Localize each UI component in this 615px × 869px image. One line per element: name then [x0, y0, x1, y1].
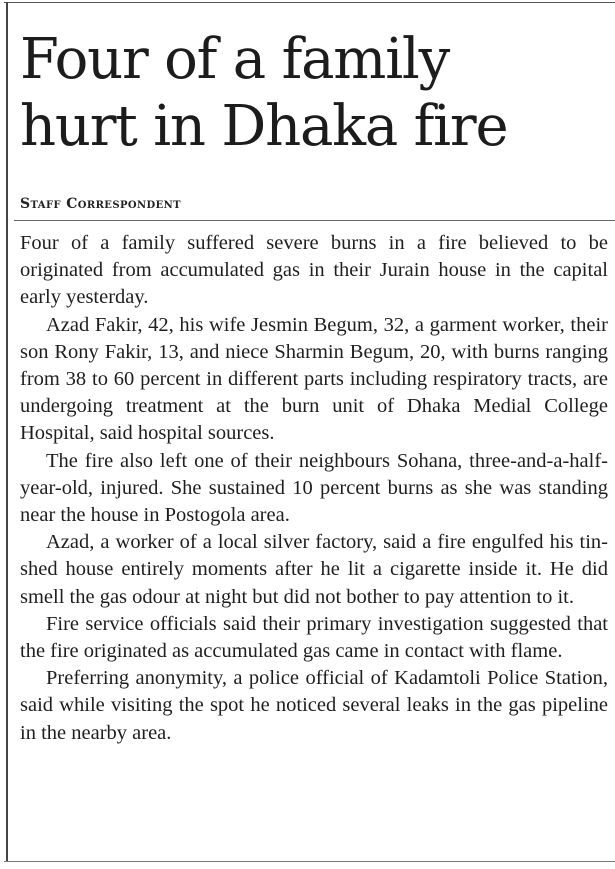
byline: Staff Correspondent	[20, 196, 182, 212]
article-paragraph: Azad, a worker of a local silver factory, said a fire engulfed his tin-shed house entirely moments after he lit a cigarette inside it. He did smell the gas odour at night but did not bother to pay attention to it.	[20, 531, 608, 608]
left-column-rule	[6, 2, 8, 861]
article-paragraph: Fire service officials said their primary investigation suggested that the fire originated as accumulated gas came in contact with flame.	[20, 612, 608, 663]
top-border-rule	[4, 2, 615, 3]
headline-line-2: hurt in Dhaka fire	[20, 94, 508, 159]
byline-divider	[14, 220, 615, 221]
article-paragraph: Four of a family suffered severe burns in a fire believed to be originated from accumulated gas in their Jurain house in the capital early yesterday.	[20, 232, 608, 309]
bottom-border-rule	[4, 861, 615, 862]
article-paragraph: Preferring anonymity, a police official of Kadamtoli Police Station, said while visiting the spot he noticed several leaks in the gas pipeline in the nearby area.	[20, 667, 608, 744]
article-paragraph: The fire also left one of their neighbours Sohana, three-and-a-half-year-old, injured. She sustained 10 percent burns as she was standing near the house in Postogola area.	[20, 449, 608, 527]
headline	[20, 26, 610, 160]
headline-line-1: Four of a family	[20, 27, 450, 92]
article-body	[20, 230, 608, 747]
article-paragraph: Azad Fakir, 42, his wife Jesmin Begum, 32, a garment worker, their son Rony Fakir, 13, and niece Sharmin Begum, 20, with burns ranging from 38 to 60 percent in different parts including respiratory tracts, are undergoing treatment at the burn unit of Dhaka Medial College Hospital, said hospital sources.	[20, 313, 608, 445]
